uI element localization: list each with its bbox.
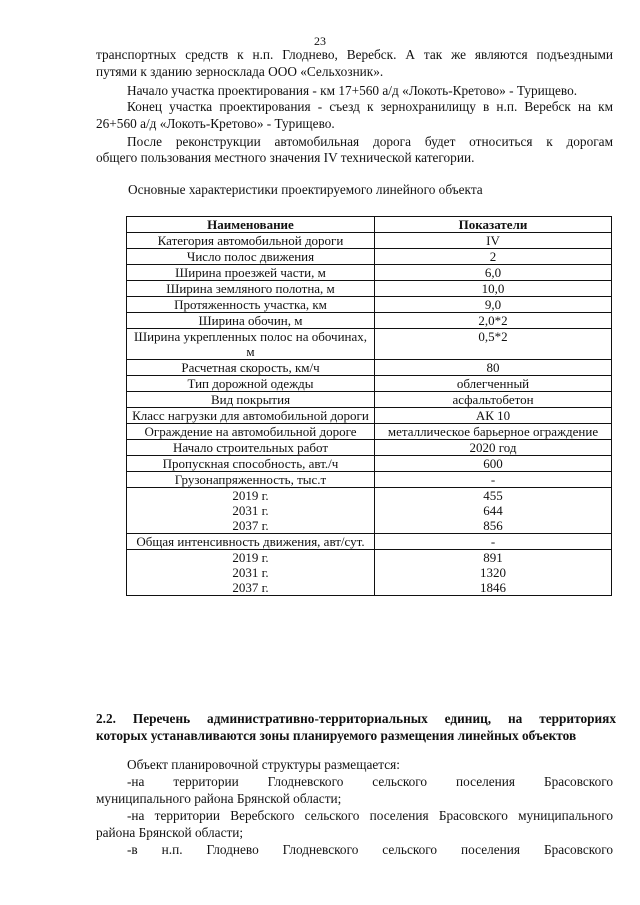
paragraph-line: После реконструкции автомобильная дорога будет относиться к дорогам <box>127 134 613 149</box>
table-caption: Основные характеристики проектируемого линейного объекта <box>128 182 483 197</box>
paragraph-line: общего пользования местного значения IV технической категории. <box>96 150 475 165</box>
paragraph-line: транспортных средств к н.п. Глоднево, Веребск. А так же являются подъездными <box>96 47 613 62</box>
row-value: облегченный <box>375 376 612 392</box>
column-header-name: Наименование <box>127 217 375 233</box>
table-row <box>127 376 612 392</box>
table-row <box>127 265 612 281</box>
table-row <box>127 440 612 456</box>
list-item-line: -на территории Веребского сельского поселения Брасовского муниципального <box>127 808 613 823</box>
row-value: 80 <box>375 360 612 376</box>
row-value: 9,0 <box>375 297 612 313</box>
table-row <box>127 392 612 408</box>
row-value: 600 <box>375 456 612 472</box>
row-value: 2 <box>375 249 612 265</box>
row-label: Протяженность участка, км <box>127 297 375 313</box>
row-label: 2019 г. 2031 г. 2037 г. <box>127 550 375 596</box>
paragraph-line: Начало участка проектирования - км 17+560 а/д «Локоть-Кретово» - Турищево. <box>127 83 578 98</box>
table-body <box>127 233 612 596</box>
table-row <box>127 233 612 249</box>
row-value: - <box>375 534 612 550</box>
table-row <box>127 249 612 265</box>
paragraph-line: 26+560 а/д «Локоть-Кретово» - Турищево. <box>96 116 335 131</box>
table-row <box>127 329 612 360</box>
list-item-line: района Брянской области; <box>96 825 244 840</box>
row-label: Ограждение на автомобильной дороге <box>127 424 375 440</box>
table-row <box>127 360 612 376</box>
row-label: Ширина проезжей части, м <box>127 265 375 281</box>
row-label: Категория автомобильной дороги <box>127 233 375 249</box>
row-label: Общая интенсивность движения, авт/сут. <box>127 534 375 550</box>
row-value: асфальтобетон <box>375 392 612 408</box>
characteristics-table <box>126 216 612 596</box>
table-row <box>127 550 612 596</box>
row-label: Вид покрытия <box>127 392 375 408</box>
paragraph-line: Объект планировочной структуры размещается: <box>127 757 400 772</box>
row-value: 2020 год <box>375 440 612 456</box>
table-header-row <box>127 217 612 233</box>
row-value: 6,0 <box>375 265 612 281</box>
row-label: Ширина укрепленных полос на обочинах, м <box>127 329 375 360</box>
row-value: 0,5*2 <box>375 329 612 360</box>
table-row <box>127 472 612 488</box>
table-row <box>127 456 612 472</box>
paragraph-line: Конец участка проектирования - съезд к зернохранилищу в н.п. Веребск на км <box>127 99 613 114</box>
row-value: IV <box>375 233 612 249</box>
page-number: 23 <box>314 34 326 48</box>
table-row <box>127 281 612 297</box>
row-label: Ширина обочин, м <box>127 313 375 329</box>
column-header-value: Показатели <box>375 217 612 233</box>
section-heading-line: которых устанавливаются зоны планируемого размещения линейных объектов <box>96 728 577 743</box>
row-label: Тип дорожной одежды <box>127 376 375 392</box>
row-label: Грузонапряженность, тыс.т <box>127 472 375 488</box>
paragraph-line: путями к зданию зерносклада ООО «Сельхозник». <box>96 64 384 79</box>
section-heading <box>96 710 616 744</box>
row-label: Число полос движения <box>127 249 375 265</box>
row-label: Начало строительных работ <box>127 440 375 456</box>
section-heading-line: 2.2. Перечень административно-территориальных единиц, на территориях <box>96 711 616 726</box>
row-value: 455 644 856 <box>375 488 612 534</box>
list-item-line: муниципального района Брянской области; <box>96 791 342 806</box>
list-item-line: -в н.п. Глоднево Глодневского сельского поселения Брасовского <box>127 842 613 857</box>
row-label: Ширина земляного полотна, м <box>127 281 375 297</box>
row-label: 2019 г. 2031 г. 2037 г. <box>127 488 375 534</box>
table-row <box>127 534 612 550</box>
row-label: Пропускная способность, авт./ч <box>127 456 375 472</box>
table-row <box>127 488 612 534</box>
table-row <box>127 313 612 329</box>
row-value: - <box>375 472 612 488</box>
row-label: Класс нагрузки для автомобильной дороги <box>127 408 375 424</box>
row-label: Расчетная скорость, км/ч <box>127 360 375 376</box>
row-value: металлическое барьерное ограждение <box>375 424 612 440</box>
row-value: 891 1320 1846 <box>375 550 612 596</box>
table-row <box>127 424 612 440</box>
list-item-line: -на территории Глодневского сельского поселения Брасовского <box>127 774 613 789</box>
row-value: АК 10 <box>375 408 612 424</box>
table-row <box>127 297 612 313</box>
table-row <box>127 408 612 424</box>
row-value: 2,0*2 <box>375 313 612 329</box>
row-value: 10,0 <box>375 281 612 297</box>
